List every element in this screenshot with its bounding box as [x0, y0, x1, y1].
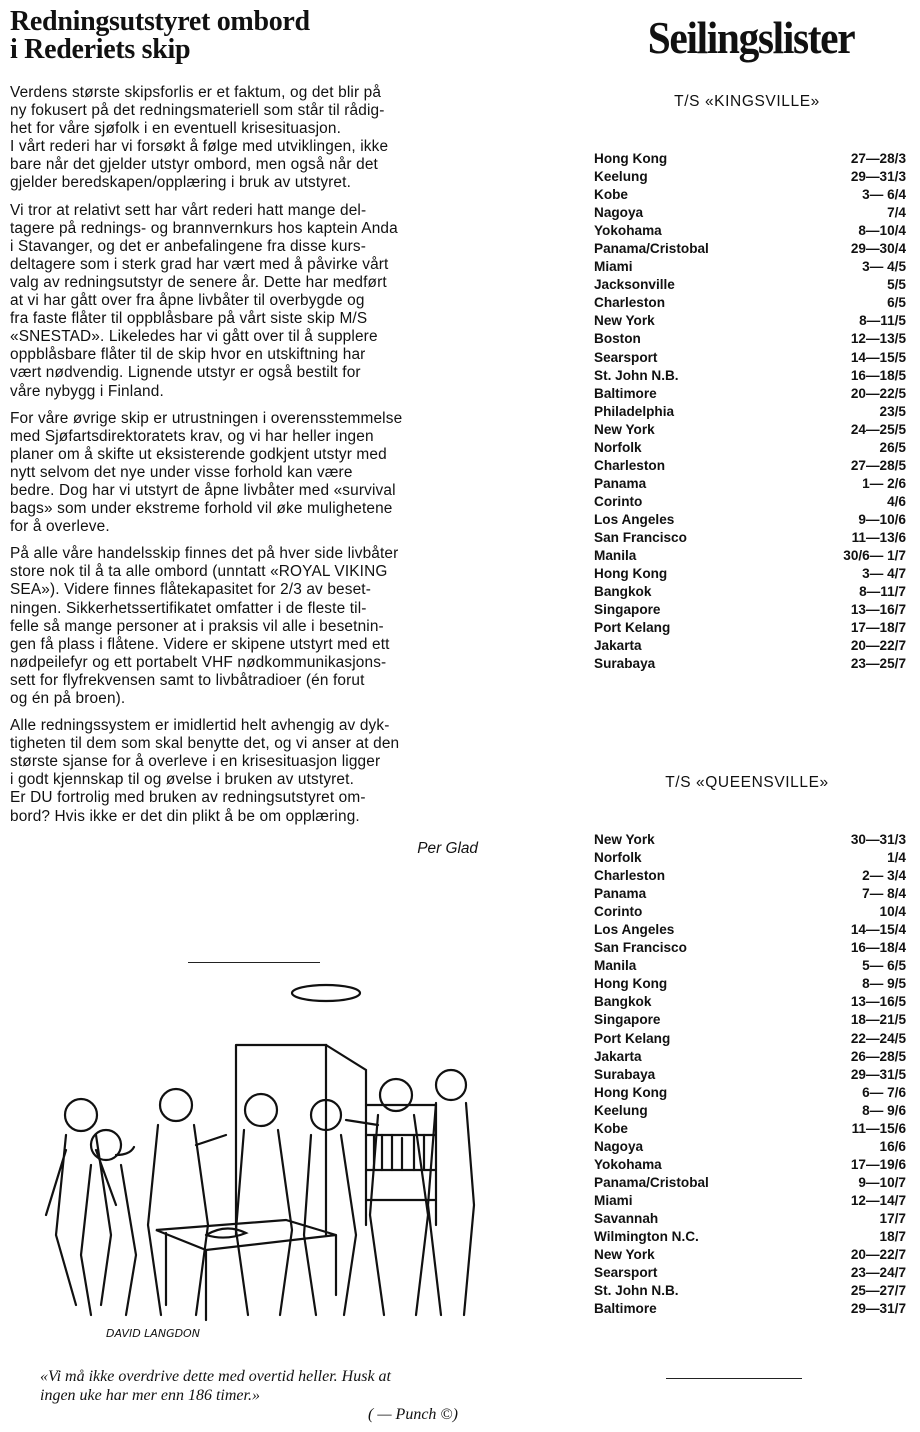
- figure-6: [346, 1079, 428, 1315]
- schedule-queensville: [594, 831, 906, 1318]
- schedule-row: [594, 1048, 906, 1066]
- port-name: Charleston: [594, 457, 666, 473]
- port-name: Nagoya: [594, 205, 644, 221]
- article-line: nødpeilefyr og ett portabelt VHF nødkommunikasjons-: [10, 653, 387, 671]
- schedule-row: [594, 349, 906, 367]
- port-dates: 1/4: [887, 850, 906, 866]
- port-name: Hong Kong: [594, 566, 668, 582]
- port-name: Keelung: [594, 1102, 648, 1118]
- port-dates: 20—22/7: [850, 638, 906, 654]
- port-dates: 16—18/4: [850, 940, 906, 956]
- port-name: Panama/Cristobal: [594, 1174, 709, 1190]
- port-name: Jacksonville: [594, 277, 675, 293]
- port-dates: 27—28/3: [850, 151, 906, 166]
- port-name: St. John N.B.: [594, 367, 679, 383]
- port-dates: 10/4: [879, 904, 906, 920]
- port-name: Baltimore: [594, 1301, 657, 1317]
- port-name: Surabaya: [594, 656, 656, 672]
- port-dates: 29—31/5: [850, 1066, 906, 1082]
- schedule-row: [594, 1300, 906, 1318]
- figure-5: [304, 1100, 356, 1315]
- port-name: Keelung: [594, 169, 648, 185]
- port-dates: 14—15/5: [850, 349, 906, 365]
- schedule-row: [594, 1138, 906, 1156]
- doorway: [236, 1045, 326, 1235]
- port-name: Port Kelang: [594, 1030, 671, 1046]
- schedule-row: [594, 619, 906, 637]
- article-line: med Sjøfartsdirektoratets krav, og vi har heller ingen: [10, 427, 374, 445]
- article-paragraph: [10, 202, 496, 401]
- port-name: San Francisco: [594, 529, 687, 545]
- schedule-row: [594, 367, 906, 385]
- schedule-row: [594, 186, 906, 204]
- schedule-row: [594, 1228, 906, 1246]
- port-dates: 26/5: [879, 439, 906, 455]
- port-name: Norfolk: [594, 439, 642, 455]
- schedule-row: [594, 1282, 906, 1300]
- port-name: Jakarta: [594, 1048, 642, 1064]
- article-paragraph: [10, 545, 496, 708]
- port-name: Los Angeles: [594, 922, 675, 938]
- port-name: Kobe: [594, 187, 628, 203]
- port-dates: 23/5: [879, 403, 906, 419]
- schedule-row: [594, 1102, 906, 1120]
- schedule-row: [594, 849, 906, 867]
- cartoon-signature: DAVID LANGDON: [106, 1327, 200, 1340]
- article-line: deltagere som i sterk grad har vært med å påvirke vårt: [10, 255, 389, 273]
- port-name: Savannah: [594, 1210, 659, 1226]
- port-dates: 9—10/7: [858, 1174, 906, 1190]
- port-dates: 8—10/4: [858, 223, 906, 239]
- port-name: Baltimore: [594, 385, 657, 401]
- schedule-row: [594, 330, 906, 348]
- cartoon-credit: ( — Punch ©): [368, 1406, 458, 1423]
- schedule-row: [594, 867, 906, 885]
- port-dates: 8—11/5: [859, 313, 906, 329]
- sailing-lists-title: Seilingslister: [647, 12, 855, 63]
- schedule-row: [594, 403, 906, 421]
- port-dates: 17—18/7: [850, 620, 906, 636]
- port-dates: 4/6: [887, 493, 906, 509]
- schedule-row: [594, 547, 906, 565]
- schedule-row: [594, 385, 906, 403]
- schedule-row: [594, 204, 906, 222]
- port-dates: 11—13/6: [851, 529, 906, 545]
- port-name: Hong Kong: [594, 151, 668, 166]
- schedule-row: [594, 1174, 906, 1192]
- port-dates: 17/7: [879, 1210, 906, 1226]
- schedule-row: [594, 1156, 906, 1174]
- article-line: bord? Hvis ikke er det din plikt å be om opplæring.: [10, 807, 360, 825]
- schedule-row: [594, 637, 906, 655]
- headline-line-1: Redningsutstyret ombord: [10, 6, 310, 37]
- port-name: Port Kelang: [594, 620, 671, 636]
- port-dates: 12—13/5: [850, 331, 906, 347]
- port-dates: 16—18/5: [850, 367, 906, 383]
- article-headline: [10, 8, 496, 64]
- port-dates: 8—11/7: [859, 584, 906, 600]
- port-dates: 8— 9/5: [862, 976, 906, 992]
- port-name: Corinto: [594, 493, 643, 509]
- article-line: het for våre sjøfolk i en eventuell krisesituasjon.: [10, 120, 342, 138]
- port-dates: 30/6— 1/7: [843, 548, 906, 564]
- schedule-row: [594, 1011, 906, 1029]
- article-line: Er DU fortrolig med bruken av redningsutstyret om-: [10, 789, 366, 807]
- port-name: Yokohama: [594, 223, 662, 239]
- article-line: For våre øvrige skip er utrustningen i overensstemmelse: [10, 409, 403, 427]
- schedule-row: [594, 583, 906, 601]
- article-line: ningen. Sikkerhetssertifikatet omfatter i de fleste til-: [10, 599, 367, 617]
- schedule-row: [594, 1120, 906, 1138]
- port-name: Panama: [594, 886, 647, 902]
- port-dates: 26—28/5: [850, 1048, 906, 1064]
- article-line: oppblåsbare flåter til de skip hvor en utskiftning har: [10, 346, 366, 364]
- port-dates: 20—22/5: [850, 385, 906, 401]
- article-line: gen få plass i flåtene. Videre er skipene utstyrt med ett: [10, 635, 390, 653]
- article-line: vært nødvendig. Lignende utstyr er også bestilt for: [10, 364, 361, 382]
- port-dates: 13—16/7: [850, 602, 906, 618]
- port-dates: 5— 6/5: [862, 958, 906, 974]
- port-dates: 20—22/7: [850, 1247, 906, 1263]
- port-name: Manila: [594, 958, 637, 974]
- schedule-row: [594, 529, 906, 547]
- article: [10, 8, 496, 858]
- port-dates: 29—31/3: [850, 169, 906, 185]
- article-line: ny fokusert på det redningsmateriell som står til rådig-: [10, 102, 385, 120]
- schedule-row: [594, 1066, 906, 1084]
- article-line: største sjanse for å overleve i en krisesituasjon ligger: [10, 753, 381, 771]
- article-line: for å overleve.: [10, 518, 110, 536]
- schedule-row: [594, 168, 906, 186]
- port-name: San Francisco: [594, 940, 687, 956]
- schedule-row: [594, 1246, 906, 1264]
- schedule-row: [594, 258, 906, 276]
- schedule-row: [594, 1264, 906, 1282]
- ceiling-lamp: [292, 985, 360, 1001]
- port-dates: 7— 8/4: [862, 886, 906, 902]
- schedule-row: [594, 903, 906, 921]
- schedule-row: [594, 276, 906, 294]
- port-dates: 23—25/7: [850, 656, 906, 672]
- port-name: Kobe: [594, 1120, 628, 1136]
- article-line: SEA»). Videre finnes flåtekapasitet for 2/3 av beset-: [10, 581, 371, 599]
- port-dates: 27—28/5: [850, 457, 906, 473]
- schedule-row: [594, 975, 906, 993]
- schedule-row: [594, 831, 906, 849]
- ship-name-queensville: T/S «QUEENSVILLE»: [665, 774, 829, 791]
- schedule-row: [594, 421, 906, 439]
- schedule-row: [594, 1210, 906, 1228]
- article-line: nytt selvom det nye under visse forhold kan være: [10, 463, 353, 481]
- port-name: Bangkok: [594, 584, 652, 600]
- port-name: Singapore: [594, 602, 661, 618]
- article-signature: Per Glad: [417, 839, 478, 857]
- schedule-row: [594, 493, 906, 511]
- schedule-row: [594, 475, 906, 493]
- port-name: Philadelphia: [594, 403, 675, 419]
- port-name: Boston: [594, 331, 641, 347]
- article-line: Alle redningssystem er imidlertid helt avhengig av dyk-: [10, 717, 390, 735]
- article-paragraph: [10, 717, 496, 826]
- port-dates: 14—15/4: [850, 922, 906, 938]
- port-dates: 7/4: [887, 205, 906, 221]
- schedule-row: [594, 601, 906, 619]
- port-dates: 6— 7/6: [862, 1084, 906, 1100]
- schedule-row: [594, 150, 906, 168]
- divider-rule: [666, 1378, 802, 1379]
- port-name: Manila: [594, 548, 637, 564]
- article-line: bedre. Dog har vi utstyrt de åpne livbåter med «survival: [10, 481, 396, 499]
- article-line: sett for flyfrekvensen samt to livbåtradioer (én forut: [10, 671, 365, 689]
- port-dates: 5/5: [887, 277, 906, 293]
- headline-line-2: i Rederiets skip: [10, 34, 191, 65]
- article-line: bags» som under ekstreme forhold vil øke mulighetene: [10, 500, 393, 518]
- schedule-kingsville: [594, 150, 906, 673]
- schedule-row: [594, 240, 906, 258]
- port-name: New York: [594, 1247, 655, 1263]
- article-line: gjelder beredskapen/opplæring i bruk av utstyret.: [10, 174, 351, 192]
- article-paragraph: [10, 84, 496, 193]
- port-name: St. John N.B.: [594, 1283, 679, 1299]
- port-name: Hong Kong: [594, 1084, 668, 1100]
- port-name: Nagoya: [594, 1138, 644, 1154]
- article-line: tagere på rednings- og brannvernkurs hos kaptein Anda: [10, 219, 398, 237]
- schedule-row: [594, 294, 906, 312]
- port-dates: 29—31/7: [850, 1301, 906, 1317]
- port-name: New York: [594, 832, 655, 847]
- article-line: våre nybygg i Finland.: [10, 382, 164, 400]
- port-name: Panama/Cristobal: [594, 241, 709, 257]
- table: [156, 1220, 336, 1250]
- article-line: På alle våre handelsskip finnes det på hver side livbåter: [10, 545, 399, 563]
- port-dates: 3— 4/5: [862, 259, 906, 275]
- schedule-row: [594, 1084, 906, 1102]
- port-dates: 30—31/3: [850, 832, 906, 847]
- port-dates: 12—14/7: [850, 1192, 906, 1208]
- schedule-row: [594, 921, 906, 939]
- port-name: New York: [594, 421, 655, 437]
- port-dates: 25—27/7: [850, 1283, 906, 1299]
- port-dates: 8— 9/6: [862, 1102, 906, 1118]
- article-line: i godt kjennskap til og øvelse i bruken av utstyret.: [10, 771, 354, 789]
- port-name: Surabaya: [594, 1066, 656, 1082]
- port-name: Singapore: [594, 1012, 661, 1028]
- port-name: Wilmington N.C.: [594, 1229, 699, 1245]
- port-name: Searsport: [594, 349, 658, 365]
- article-line: og én på broen).: [10, 690, 126, 707]
- port-name: Hong Kong: [594, 976, 668, 992]
- port-dates: 6/5: [887, 295, 906, 311]
- article-line: felle så mange personer at i praksis vil alle i besetnin-: [10, 617, 384, 635]
- port-name: Bangkok: [594, 994, 652, 1010]
- article-line: I vårt rederi har vi forsøkt å følge med utviklingen, ikke: [10, 138, 389, 156]
- schedule-row: [594, 885, 906, 903]
- port-dates: 24—25/5: [850, 421, 906, 437]
- schedule-row: [594, 957, 906, 975]
- schedule-row: [594, 1192, 906, 1210]
- schedule-row: [594, 511, 906, 529]
- port-name: Yokohama: [594, 1156, 662, 1172]
- schedule-row: [594, 312, 906, 330]
- article-line: Vi tror at relativt sett har vårt rederi hatt mange del-: [10, 201, 367, 219]
- cartoon-caption: «Vi må ikke overdrive dette med overtid heller. Husk at ingen uke har mer enn 186 timer.»: [40, 1368, 391, 1404]
- divider-rule: [188, 962, 320, 963]
- schedule-row: [594, 439, 906, 457]
- port-name: Miami: [594, 1192, 633, 1208]
- article-body: [10, 84, 496, 826]
- port-name: Los Angeles: [594, 511, 675, 527]
- port-dates: 23—24/7: [850, 1265, 906, 1281]
- article-paragraph: [10, 410, 496, 537]
- ship-name-kingsville: T/S «KINGSVILLE»: [674, 93, 820, 110]
- port-name: New York: [594, 313, 655, 329]
- port-dates: 18—21/5: [850, 1012, 906, 1028]
- article-line: «SNESTAD». Likeledes har vi gått over til å supplere: [10, 328, 378, 346]
- port-dates: 11—15/6: [851, 1120, 906, 1136]
- port-dates: 1— 2/6: [862, 475, 906, 491]
- port-name: Norfolk: [594, 850, 642, 866]
- port-name: Jakarta: [594, 638, 642, 654]
- article-line: Verdens største skipsforlis er et faktum, og det blir på: [10, 84, 382, 101]
- article-line: tigheten til dem som skal benytte det, og vi anser at den: [10, 735, 400, 753]
- port-dates: 13—16/5: [850, 994, 906, 1010]
- port-dates: 9—10/6: [858, 511, 906, 527]
- port-name: Charleston: [594, 295, 666, 311]
- figure-4: [236, 1094, 292, 1315]
- sailing-lists: [592, 8, 910, 68]
- article-line: at vi har gått over fra åpne livbåter til overbygde og: [10, 292, 365, 310]
- port-name: Charleston: [594, 868, 666, 884]
- port-dates: 2— 3/4: [862, 868, 906, 884]
- port-dates: 18/7: [879, 1229, 906, 1245]
- port-dates: 16/6: [879, 1138, 906, 1154]
- article-line: i Stavanger, og det er anbefalingene fra disse kurs-: [10, 237, 367, 255]
- port-name: Searsport: [594, 1265, 658, 1281]
- article-line: planer om å skifte ut eksisterende godkjent utstyr med: [10, 445, 387, 463]
- port-name: Panama: [594, 475, 647, 491]
- schedule-row: [594, 565, 906, 583]
- port-dates: 3— 4/7: [862, 566, 906, 582]
- article-line: valg av redningsutstyr de senere år. Dette har medført: [10, 273, 387, 291]
- port-name: Miami: [594, 259, 633, 275]
- figure-3: [148, 1089, 226, 1315]
- article-line: bare når det gjelder utstyr ombord, men også når det: [10, 156, 378, 174]
- port-dates: 17—19/6: [850, 1156, 906, 1172]
- cartoon-illustration: [36, 975, 476, 1355]
- port-dates: 22—24/5: [850, 1030, 906, 1046]
- article-line: fra faste flåter til oppblåsbare på vårt siste skip M/S: [10, 310, 368, 328]
- schedule-row: [594, 457, 906, 475]
- port-name: Corinto: [594, 904, 643, 920]
- article-line: store nok til å ta alle ombord (unntatt «ROYAL VIKING: [10, 563, 388, 581]
- schedule-row: [594, 655, 906, 673]
- schedule-row: [594, 1030, 906, 1048]
- schedule-row: [594, 939, 906, 957]
- port-dates: 3— 6/4: [862, 187, 906, 203]
- schedule-row: [594, 993, 906, 1011]
- port-dates: 29—30/4: [850, 241, 906, 257]
- schedule-row: [594, 222, 906, 240]
